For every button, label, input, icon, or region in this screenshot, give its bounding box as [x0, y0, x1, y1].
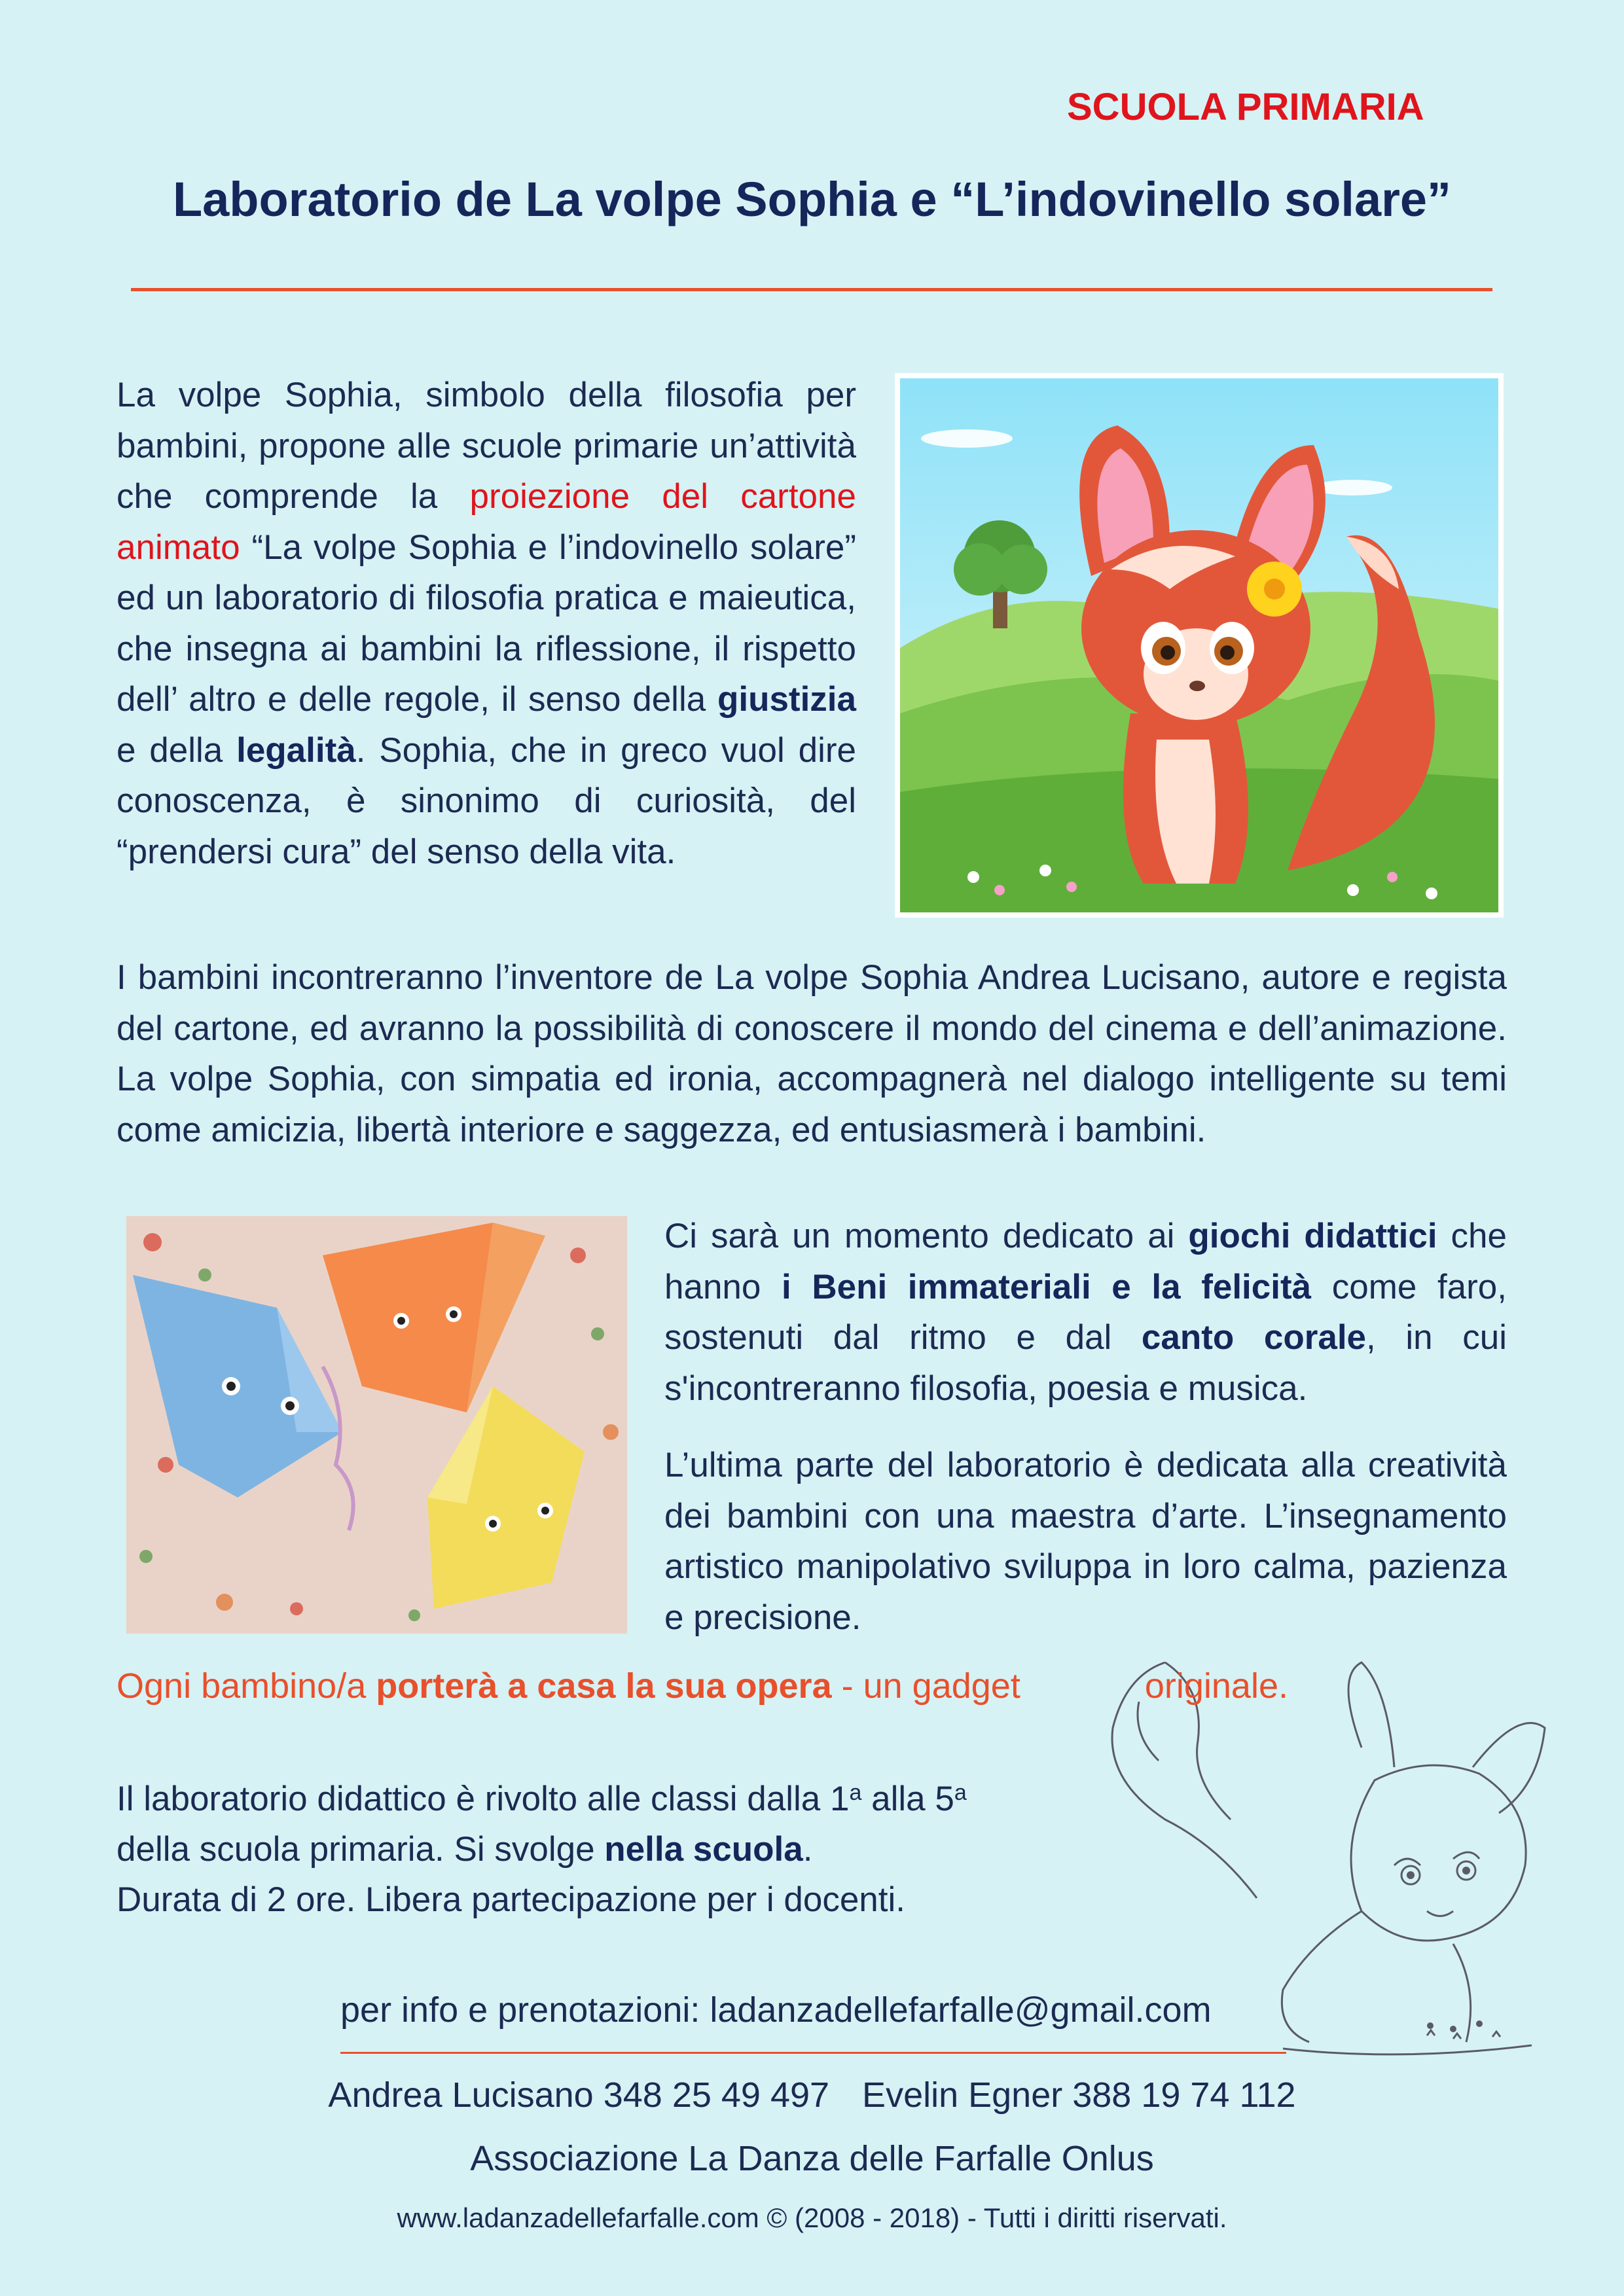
fox-cartoon-illustration — [895, 373, 1504, 918]
association-name: Associazione La Danza delle Farfalle Onlus — [470, 2139, 1154, 2178]
page-title: Laboratorio de La volpe Sophia e “L’indovinello solare” — [172, 172, 1452, 226]
phone-numbers — [65, 2075, 1559, 2115]
phone-andrea: Andrea Lucisano 348 25 49 497 — [328, 2075, 830, 2115]
contact-divider — [340, 2052, 1286, 2054]
art-paragraph: L’ultima parte del laboratorio è dedicata alla creatività dei bambini con una maestra d’arte. L’insegnamento artistico manipolativo sviluppa in loro calma, pazienza e precisione. — [664, 1446, 1507, 1637]
phone-evelin: Evelin Egner 388 19 74 112 — [862, 2075, 1296, 2115]
highlight-projection: proiezione del cartone animato — [117, 477, 856, 567]
class-info: Il laboratorio didattico è rivolto alle classi dalla 1$^a$ alla 5$^a$ della scuola primaria. Si svolge nella scuola. Durata di 2 ore. Libera partecipazione per i docenti. — [117, 1780, 967, 1919]
section-badge: SCUOLA PRIMARIA — [1067, 86, 1424, 128]
footer-copyright: www.ladanzadellefarfalle.com © (2008 - 2018) - Tutti i diritti riservati. — [397, 2202, 1227, 2233]
origami-foxes-photo — [126, 1216, 627, 1634]
gadget-note: Ogni bambino/a porterà a casa la sua opera - un gadget originale. — [117, 1666, 1288, 1706]
contact-email-line: per info e prenotazioni: ladanzadellefarfalle@gmail.com — [340, 1990, 1212, 2030]
meeting-paragraph: I bambini incontreranno l’inventore de La volpe Sophia Andrea Lucisano, autore e regista del cartone, ed avranno la possibilità di conoscere il mondo del cinema e dell’animazione. La volpe Sophia, con simpatia ed ironia, accompagnerà nel dialogo intelligente su temi come amicizia, libertà interiore e saggezza, ed entusiasmerà i bambini. — [117, 958, 1507, 1149]
games-paragraph: Ci sarà un momento dedicato ai giochi didattici che hanno i Beni immateriali e la felicità come faro, sostenuti dal ritmo e dal canto corale, in cui s'incontreranno filosofia, poesia e musica. — [664, 1217, 1507, 1408]
title-divider — [131, 288, 1492, 291]
intro-paragraph: La volpe Sophia, simbolo della filosofia per bambini, propone alle scuole primarie un’attività che comprende la proiezione del cartone animato “La volpe Sophia e l’indovinello solare” ed un laboratorio di filosofia pratica e maieutica, che insegna ai bambini la riflessione, il rispetto dell’ altro e delle regole, il senso della giustizia e della legalità. Sophia, che in greco vuol dire conoscenza, è sinonimo di curiosità, del “prendersi cura” del senso della vita. — [117, 376, 856, 871]
